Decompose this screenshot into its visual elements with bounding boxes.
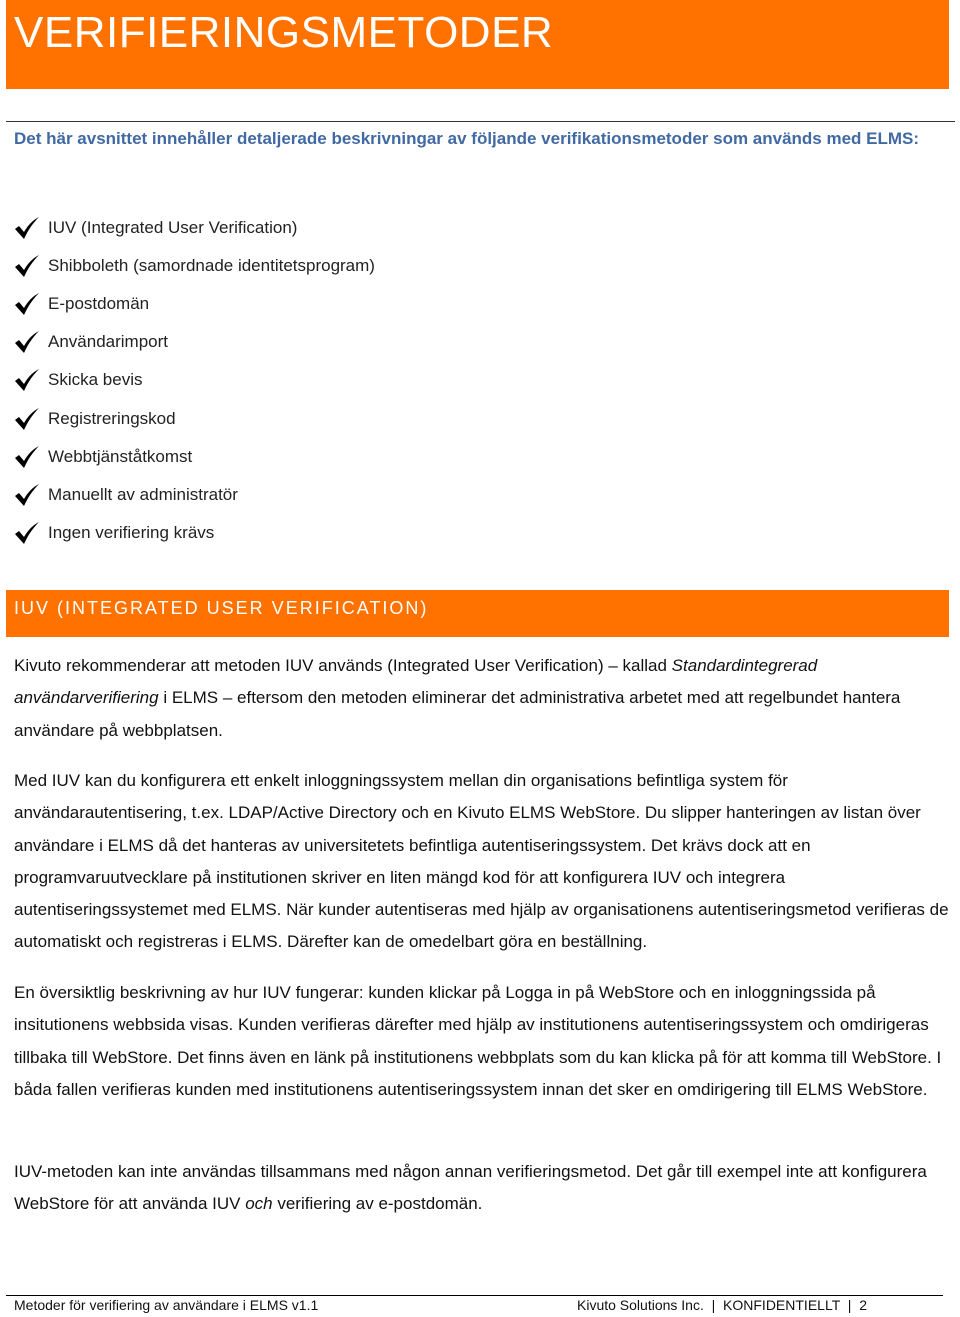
check-mark-icon	[14, 254, 40, 278]
list-item	[14, 514, 375, 552]
list-item-label: Manuellt av administratör	[48, 484, 238, 504]
check-mark-icon	[14, 483, 40, 507]
list-item	[14, 438, 375, 476]
list-item-label: Ingen verifiering krävs	[48, 522, 215, 542]
paragraph-emphasis: Standardintegrerad användarverifiering	[14, 656, 818, 708]
paragraph-text: Kivuto rekommenderar att metoden IUV används (Integrated User Verification) – kallad	[14, 656, 672, 675]
verification-method-list	[14, 209, 375, 552]
list-item	[14, 399, 375, 437]
paragraph-emphasis: och	[245, 1194, 273, 1214]
list-item-label: Registreringskod	[48, 408, 176, 428]
footer-divider	[6, 1295, 943, 1296]
footer-company-info: Kivuto Solutions Inc. | KONFIDENTIELLT | 2	[577, 1297, 867, 1313]
intro-text: Det här avsnittet innehåller detaljerade beskrivningar av följande verifikationsmetoder som används med ELMS:	[14, 129, 920, 148]
list-item	[14, 361, 375, 399]
paragraph-text: verifiering av e-postdomän.	[272, 1194, 483, 1214]
list-item	[14, 476, 375, 514]
page-title: VERIFIERINGSMETODER	[14, 8, 554, 57]
list-item-label: Skicka bevis	[48, 370, 143, 390]
list-item-label: Användarimport	[48, 332, 169, 352]
check-mark-icon	[14, 445, 40, 469]
paragraph-text: IUV-metoden kan inte användas tillsammans med någon annan verifieringsmetod. Det går till exempel inte att konfigurera WebStore för att använda IUV	[14, 1162, 927, 1214]
list-item-label: Webbtjänståtkomst	[48, 446, 193, 466]
section-heading: IUV (INTEGRATED USER VERIFICATION)	[14, 598, 429, 618]
check-mark-icon	[14, 330, 40, 354]
check-mark-icon	[14, 368, 40, 392]
list-item-label: Shibboleth (samordnade identitetsprogram)	[48, 256, 375, 276]
paragraph-iuv-limitation	[14, 1156, 949, 1221]
check-mark-icon	[14, 521, 40, 545]
list-item	[14, 247, 375, 285]
paragraph-iuv-recommendation	[14, 650, 949, 747]
list-item	[14, 323, 375, 361]
list-item-label: E-postdomän	[48, 294, 150, 314]
list-item-label: IUV (Integrated User Verification)	[48, 218, 298, 238]
paragraph-iuv-overview: En översiktlig beskrivning av hur IUV fungerar: kunden klickar på Logga in på WebStore och en inloggningssida på insitutionens webbsida visas. Kunden verifieras därefter med hjälp av institutionens autentiseringssystem och omdirigeras tillbaka till WebStore. Det finns även en länk på institutionens webbplats som du kan klicka på för att komma till WebStore. I båda fallen verifieras kunden med institutionens autentiseringssystem innan det sker en omdirigering till ELMS WebStore.	[14, 983, 942, 1099]
check-mark-icon	[14, 407, 40, 431]
list-item	[14, 209, 375, 247]
footer-document-title: Metoder för verifiering av användare i ELMS v1.1	[14, 1297, 319, 1313]
paragraph-iuv-configuration: Med IUV kan du konfigurera ett enkelt inloggningssystem mellan din organisations befintliga system för användarautentisering, t.ex. LDAP/Active Directory och en Kivuto ELMS WebStore. Du slipper hanteringen av listan över användare i ELMS då det hanteras av universitetets befintliga autentiseringssystem. Det krävs dock att en programvaruutvecklare på institutionen skriver en liten mängd kod för att konfigurera IUV och integrera autentiseringssystemet med ELMS. När kunder autentiseras med hjälp av organisationens autentiseringsmetod verifieras de automatiskt och registreras i ELMS. Därefter kan de omedelbart göra en beställning.	[14, 771, 949, 952]
list-item	[14, 285, 375, 323]
paragraph-text: i ELMS – eftersom den metoden eliminerar det administrativa arbetet med att regelbundet hantera användare på webbplatsen.	[14, 688, 901, 740]
check-mark-icon	[14, 292, 40, 316]
check-mark-icon	[14, 216, 40, 240]
